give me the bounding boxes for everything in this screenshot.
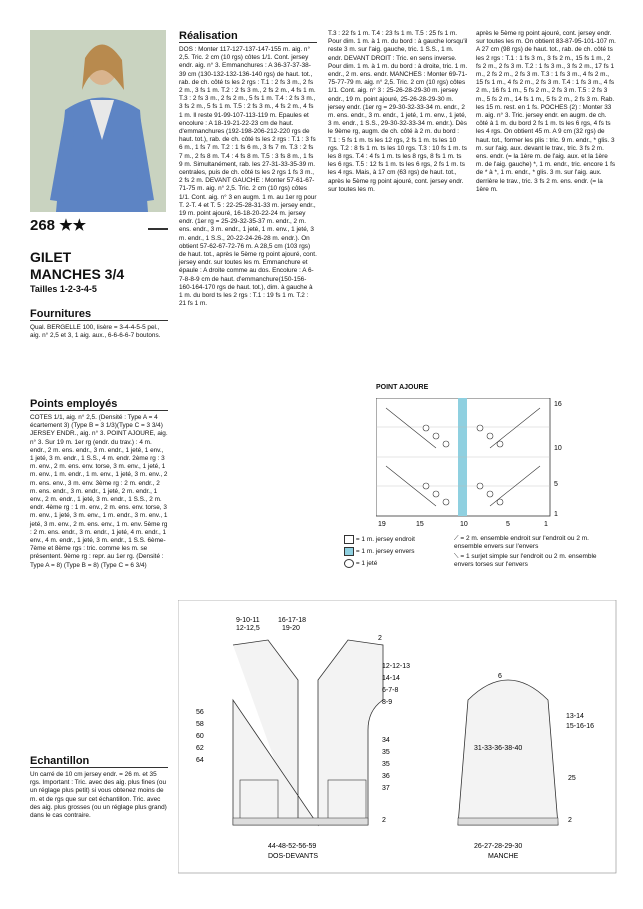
col-label-5: 5 [506, 521, 510, 528]
chart-title: POINT AJOURE [376, 384, 429, 391]
fournitures-text: Qual. BERGELLE 100, lisère = 3-4-4-5-5 pel., aig. n° 2,5 et 3, 1 aig. aux., 6-6-6-6-7 boutons. [30, 324, 161, 340]
dim-r3: 14-14 [382, 675, 400, 682]
dim-r9: 36 [382, 773, 390, 780]
points-text: COTES 1/1, aig. n° 2,5. (Densité : Type A = 4 écartement 3) (Type B = 3 1/3)(Type C = 3 3/4) JERSEY ENDR., aig. n° 3. POINT AJOURE, aig. n° 3. Sur 19 m. 1er rg (endr. du trav.) : 4 m. endr., 2 m. ens. endr., 3 m. endr., 1 jeté, 1 env., 1 jeté, 3 m. endr., 1 S.S., 4 m. endr. 2ème rg : 3 m. env., 2 m. ens. env. torse, 3 m. env., 1 jeté, 1 m. env., 1 m. endr., 1 m. env., 1 jeté, 3 m. env., 2 m. ens. env., 3 m. env. 3ème rg : 2 m. endr., 2 m. ens. endr., 3 m. endr., 1 jeté, 2 m. endr., 1 env., 2 m. endr., 1 jeté, 3 m. endr., 1 S.S., 2 m. endr. 4ème rg : 1 m. env., 2 m. ens. env. torse, 3 m. env., 1 jeté, 3 m. env., 1 m. endr., 3 m. env., 1 jeté, 3 m. env., 2 m. ens. env., 1 m. env. 5ème rg : 2 m. ens. endr., 3 m. endr., 1 jeté, 4 m. endr., 1 env., 4 m. endr., 1 jeté, 3 m. endr., 1 S.S. 6ème-7ème et 8ème rgs : tric. comme les m. se présentent. 9ème rg : repr. au 1er rg. (Densité : Type A = 8) (Type B = 8) (Type C = 6 3/4) [30, 414, 168, 569]
realisation-text: DOS : Monter 117-127-137-147-155 m. aig. n° 2,5. Tric. 2 cm (10 rgs) côtes 1/1. Cont. jersey endr. aig. n° 3. Emmanchures : A 36-37-37-38-39 cm (130-132-132-136-140 rgs) de haut. tot., rab. de ch. côté ts les 2 rgs : T.1 : 2 fs 3 m., 2 fs 2 m., 3 fs 1 m. T.2 : 2 fs 3 m., 2 fs 2 m., 4 fs 1 m. T.3 : 2 fs 3 m., 2 fs 2 m., 5 fs 1 m. T.4 : 2 fs 3 m., 3 fs 2 m., 5 fs 1 m. T.5 : 2 fs 3 m., 4 fs 2 m., 4 fs 1 m. Il reste 91-99-107-113-119 m. Epaules et encolure : A 18-19-21-22-23 cm de haut. d'emmanchures (192-198-206-212-220 rgs de haut. tot.), rab. de ch. côté ts les 2 rgs : T.1 : 3 fs 6 m., 1 fs 7 m. T.2 : 1 fs 6 m., 3 fs 7 m. T.3 : 2 fs 7 m., 2 fs 8 m. T.4 : 4 fs 8 m. T.5 : 3 fs 8 m., 1 fs 9 m. Simultanément, rab. les 27-31-33-35-39 m. centrales, puis de ch. côté ts les 2 rgs 1 fs 3 m., 2 fs 2 m. DEVANT GAUCHE : Monter 57-61-67-71-75 m. aig. n° 2,5. Tric. 2 cm (10 rgs) côtes 1/1. Cont. aig. n° 3 en augm. 1 m. au 1er rg pour T. 2-T. 4 et T. 5 : 22-25-28-31-33 m. jersey endr., 19 m. point ajouré, 16-18-20-22-24 m. jersey endr. (1er rg = 25-29-32-35-37 m. endr., 2 m. ens. endr., 3 m. endr., 1 jeté, 1 m. env., 1 jeté, 3 m. endr., 1 S.S., 20-22-24-26-28 m. endr.). On obtient 57-62-67-72-76 m. A 28,5 cm (103 rgs) de haut. tot., après le 5ème rg point ajouré, cont. jersey endr. sur toutes les m. Emmanchure et épaule : A droite comme au dos. Encolure : A 6-7-8-8-9 cm de haut. d'emmanchure(150-156-160-164-170 rgs de haut. tot.), dim. à gauche à 1 m. du bord ts les 2 rgs : T.1 : 19 fs 1 m. T.2 : 21 fs 1 m. [179, 46, 317, 308]
dim-left-3: 62 [196, 745, 204, 752]
brand-logo-icon [148, 220, 168, 230]
point-ajoure-chart [376, 398, 576, 530]
manche-label: MANCHE [488, 853, 519, 860]
model-photo [30, 30, 166, 212]
manche-top: 6 [498, 673, 502, 680]
envers-swatch-icon [344, 547, 354, 556]
dim-top-left2: 12-12,5 [236, 625, 260, 632]
dim-left-2: 60 [196, 733, 204, 740]
row-label-10: 10 [554, 445, 562, 452]
dim-r10: 37 [382, 785, 390, 792]
dim-r7: 35 [382, 749, 390, 756]
col-label-19: 19 [378, 521, 386, 528]
model-illustration [30, 30, 166, 212]
dim-top-right2: 19-20 [282, 625, 300, 632]
dos-devants-outline [233, 640, 383, 825]
legend-left [344, 535, 454, 568]
dim-r6: 34 [382, 737, 390, 744]
endroit-swatch-icon [344, 535, 354, 544]
dim-left-0: 56 [196, 709, 204, 716]
legend-endroit: = 1 m. jersey endroit [355, 536, 415, 544]
realisation-title: Réalisation [179, 30, 317, 43]
echantillon-section [30, 755, 168, 820]
fournitures-section [30, 308, 168, 340]
points-title: Points employés [30, 398, 168, 411]
col4-text: après le 5ème rg point ajouré, cont. jersey endr. sur toutes les m. On obtient 83-87-95-101-107 m. A 27 cm (98 rgs) de haut. tot., rab. de ch. côté ts les 2 rgs : T.1 : 1 fs 3 m., 3 fs 2 m., 15 fs 1 m., 2 fs 2 m., 2 fs 3 m. T.2 : 1 fs 3 m., 3 fs 2 m., 17 fs 1 m., 2 fs 2 m., 2 fs 3 m. T.3 : 1 fs 3 m., 4 fs 2 m., 15 fs 1 m., 4 fs 2 m., 2 fs 3 m. T.4 : 1 fs 3 m., 4 fs 2 m., 16 fs 1 m., 5 fs 2 m., 2 fs 3 m. T.5 : 2 fs 3 m., 5 fs 2 m., 14 fs 1 m., 5 fs 2 m., 2 fs 3 m. Rab. les 15 m. rest. en 1 fs. POCHES (2) : Monter 33 m. aig. n° 3. Tric. jersey endr. en augm. de ch. côté à 1 m. du bord 2 fs 1 m. ts les 6 rgs, 4 fs ts les 4 rgs. On obtient 45 m. A 9 cm (32 rgs) de haut. tot., former les plis : tric. 9 m. endr., * glis. 3 m. sur l'aig. aux. devant le trav., tric. 3 fs 2 m. ens. endr. (= la 1ère m. de l'aig. aux. et la 1ère m. de l'aig. gauche) *, 1 m. endr., tric. encore 1 fs de * à *, 1 m. endr., * glis. 3 m. sur l'aig. aux. derrière le trav., tric. 3 fs 2 m. ens. endr. (= la 1ère m. [476, 30, 616, 193]
legend-envers: = 1 m. jersey envers [355, 548, 415, 556]
manche-r1: 13-14 [566, 713, 584, 720]
jete-swatch-icon [344, 559, 354, 568]
dos-width: 44-48-52-56-59 [268, 843, 317, 850]
dim-left-1: 58 [196, 721, 204, 728]
sizes: Tailles 1-2-3-4-5 [30, 284, 97, 294]
manche-mid: 31-33-36-38-40 [474, 745, 523, 752]
points-section [30, 398, 168, 570]
row-label-16: 16 [554, 401, 562, 408]
manche-r4: 2 [568, 817, 572, 824]
pattern-title: GILET MANCHES 3/4 [30, 249, 125, 282]
manche-r2: 15-16-16 [566, 723, 595, 730]
rib-band [233, 818, 368, 825]
pattern-number: 268 ★★ [30, 217, 87, 234]
dim-r4: 6-7-8 [382, 687, 399, 694]
legend-surjet: = 1 surjet simple sur l'endroit ou 2 m. ensemble envers torses sur l'envers [454, 553, 597, 568]
dos-label: DOS-DEVANTS [268, 853, 319, 860]
schema-diagram [178, 600, 618, 875]
col3-text: T.3 : 22 fs 1 m. T.4 : 23 fs 1 m. T.5 : 25 fs 1 m. Pour dim. 1 m. à 1 m. du bord : à gauche lorsqu'il reste 3 m. sur l'aig. gauche, tric. 1 S.S., 1 m. endr. DEVANT DROIT : Tric. en sens inverse. Pour dim. 1 m. à 1 m. du bord : à droite, tric. 1 m. endr., 2 m. ens. endr. MANCHES : Monter 69-71-75-77-79 m. aig. n° 2,5. Tric. 2 cm (10 rgs) côtes 1/1. Cont. aig. n° 3 : 25-26-28-29-30 m. jersey endr., 19 m. point ajouré, 25-26-28-29-30 m. jersey endr. (1er rg = 29-30-32-33-34 m. endr., 2 m. ens. endr., 3 m. endr., 1 jeté, 1 m. env., 1 jeté, 3 m. endr., 1 S.S., 29-30-32-33-34 m. endr.). Dès le 9ème rg, augm. de ch. côté à 2 m. du bord : T.1 : 5 fs 1 m. ts les 12 rgs, 2 fs 1 m. ts les 10 rgs. T.2 : 8 fs 1 m. ts les 10 rgs. T.3 : 10 fs 1 m. ts les 8 rgs. T.4 : 4 fs 1 m. ts les 8 rgs, 8 fs 1 m. ts les 6 rgs. T.5 : 12 fs 1 m. ts les 6 rgs, 2 fs 1 m. ts les 4 rgs. Mais, à 17 cm (63 rgs) de haut. tot., après le 5ème rg point ajouré, cont. jersey endr. sur toutes les m. [328, 30, 468, 193]
dim-left-4: 64 [196, 757, 204, 764]
dim-r1: 2 [378, 635, 382, 642]
row-label-1: 1 [554, 511, 558, 518]
col-label-10: 10 [460, 521, 468, 528]
dim-r5: 8-9 [382, 699, 393, 706]
col-label-1: 1 [544, 521, 548, 528]
dim-r2: 12-12-13 [382, 663, 411, 670]
realisation-section [179, 30, 317, 309]
echantillon-title: Echantillon [30, 755, 168, 768]
fournitures-title: Fournitures [30, 308, 168, 321]
dim-top-left: 9-10-11 [236, 617, 260, 624]
legend-2m-ens: = 2 m. ensemble endroit sur l'endroit ou 2 m. ensemble envers sur l'envers [454, 535, 589, 550]
row-label-5: 5 [554, 481, 558, 488]
dim-r8: 35 [382, 761, 390, 768]
dim-top-right: 16-17-18 [278, 617, 307, 624]
manche-rib [458, 818, 558, 825]
dim-r11: 2 [382, 817, 386, 824]
manche-r3: 25 [568, 775, 576, 782]
col-label-15: 15 [416, 521, 424, 528]
legend-jete: = 1 jeté [355, 560, 378, 568]
echantillon-text: Un carré de 10 cm jersey endr. = 26 m. et 35 rgs. Important : Tric. avec des aig. plus fines (ou un réglage plus petit) si vous obtenez moins de m. et de rgs que sur cet échantillon. Tric. avec des aig. plus grosses (ou un réglage plus grand) dans le cas contraire. [30, 771, 167, 820]
manche-width: 26-27-28-29-30 [474, 843, 523, 850]
manche-outline [458, 680, 558, 825]
legend-right: ⟋ = 2 m. ensemble endroit sur l'endroit ou 2 m. ensemble envers sur l'envers ⟍ = 1 surjet simple sur l'endroit ou 2 m. ensemble envers torses sur l'envers [454, 535, 597, 568]
